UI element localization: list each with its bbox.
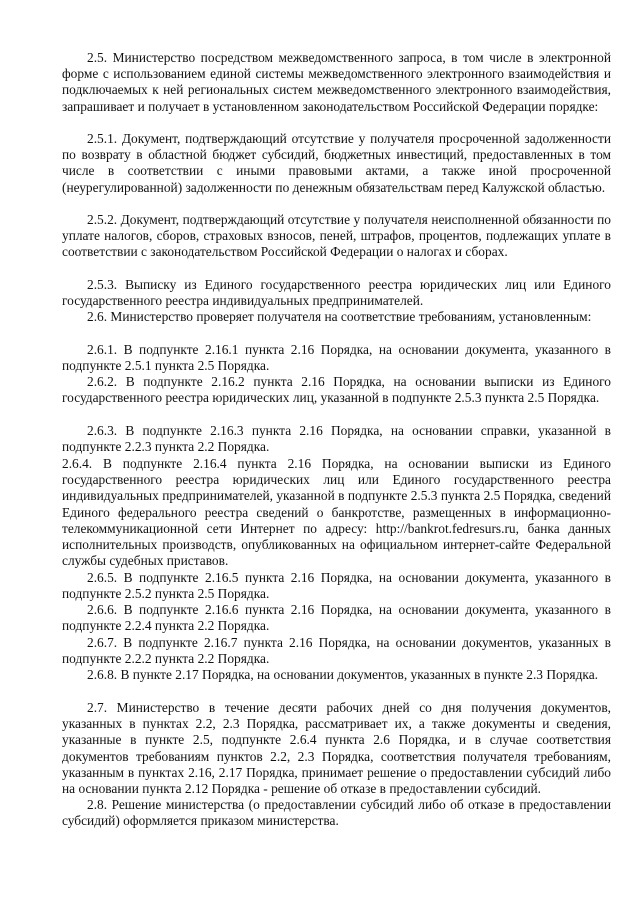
paragraph-2-6-3: 2.6.3. В подпункте 2.16.3 пункта 2.16 Порядка, на основании справки, указанной в подпункте 2.2.3 пункта 2.2 Порядка.: [62, 423, 611, 455]
paragraph-2-8: 2.8. Решение министерства (о предоставлении субсидий либо об отказе в предоставлении субсидий) оформляется приказом министерства.: [62, 797, 611, 829]
paragraph-2-6-8: 2.6.8. В пункте 2.17 Порядка, на основании документов, указанных в пункте 2.3 Порядка.: [87, 667, 598, 682]
paragraph-2-6-7: 2.6.7. В подпункте 2.16.7 пункта 2.16 Порядка, на основании документов, указанных в подпункте 2.2.2 пункта 2.2 Порядка.: [62, 635, 611, 667]
paragraph-2-6-4: 2.6.4. В подпункте 2.16.4 пункта 2.16 Порядка, на основании выписки из Единого государственного реестра юридических лиц или Единого государственного реестра индивидуальных предпринимателей, указанной в подпункте 2.5.3 пункта 2.5 Порядка, сведений Единого федерального реестра сведений о банкротстве, размещенных в информационно-телекоммуникационной сети Интернет по адресу: http://bankrot.fedresurs.ru, банка данных исполнительных производств, опубликованных на официальном интернет-сайте Федеральной службы судебных приставов.: [62, 456, 611, 569]
paragraph-2-6-5: 2.6.5. В подпункте 2.16.5 пункта 2.16 Порядка, на основании документа, указанного в подпункте 2.5.2 пункта 2.5 Порядка.: [62, 570, 611, 602]
paragraph-2-5: 2.5. Министерство посредством межведомственного запроса, в том числе в электронной форме с использованием единой системы межведомственного электронного взаимодействия и подключаемых к ней региональных систем межведомственного электронного взаимодействия, запрашивает и получает в установленном законодательством Российской Федерации порядке:: [62, 50, 611, 114]
paragraph-2-6-6: 2.6.6. В подпункте 2.16.6 пункта 2.16 Порядка, на основании документа, указанного в подпункте 2.2.4 пункта 2.2 Порядка.: [62, 602, 611, 634]
paragraph-2-7: 2.7. Министерство в течение десяти рабочих дней со дня получения документов, указанных в пунктах 2.2, 2.3 Порядка, рассматривает их, а также документы и сведения, указанные в пункте 2.5, подпункте 2.6.4 пункта 2.6 Порядка, и в случае соответствия документов требованиям пунктов 2.2, 2.3 Порядка, соответствия получателя требованиям, указанным в пунктах 2.16, 2.17 Порядка, принимает решение о предоставлении субсидий либо на основании пункта 2.12 Порядка - решение об отказе в предоставлении субсидий.: [62, 700, 611, 797]
paragraph-2-6: 2.6. Министерство проверяет получателя на соответствие требованиям, установленным:: [87, 309, 592, 324]
paragraph-2-6-1: 2.6.1. В подпункте 2.16.1 пункта 2.16 Порядка, на основании документа, указанного в подпункте 2.5.1 пункта 2.5 Порядка.: [62, 342, 611, 374]
paragraph-2-5-3: 2.5.3. Выписку из Единого государственного реестра юридических лиц или Единого государственного реестра индивидуальных предпринимателей.: [62, 277, 611, 309]
paragraph-2-6-2: 2.6.2. В подпункте 2.16.2 пункта 2.16 Порядка, на основании выписки из Единого государственного реестра юридических лиц, указанной в подпункте 2.5.3 пункта 2.5 Порядка.: [62, 374, 611, 406]
paragraph-2-5-1: 2.5.1. Документ, подтверждающий отсутствие у получателя просроченной задолженности по возврату в областной бюджет субсидий, бюджетных инвестиций, предоставленных в том числе в соответствии с иными правовыми актами, а также иной просроченной (неурегулированной) задолженности по денежным обязательствам перед Калужской областью.: [62, 131, 611, 195]
paragraph-2-5-2: 2.5.2. Документ, подтверждающий отсутствие у получателя неисполненной обязанности по уплате налогов, сборов, страховых взносов, пеней, штрафов, процентов, подлежащих уплате в соответствии с законодательством Российской Федерации о налогах и сборах.: [62, 212, 611, 260]
